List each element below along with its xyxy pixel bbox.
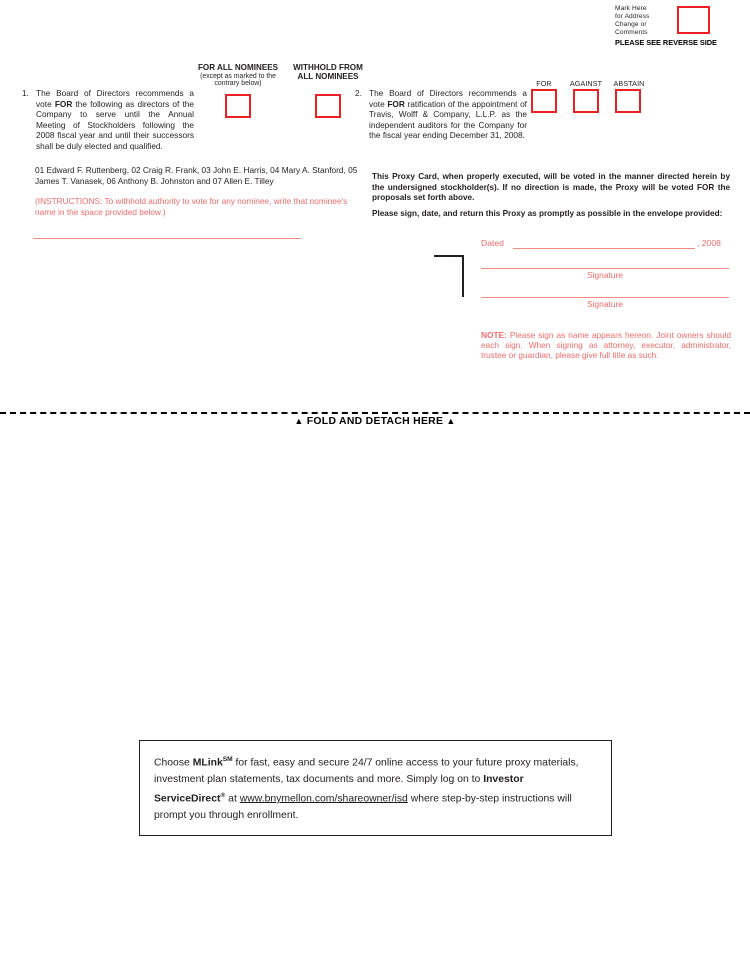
triangle-up-icon-left: ▲: [294, 416, 304, 426]
investor-servicedirect-sup: ®: [220, 791, 226, 799]
proposal-2: [355, 88, 527, 141]
column-header-withhold-from-all-nominees: WITHHOLD FROM ALL NOMINEES: [293, 63, 363, 81]
nominee-writein-line[interactable]: [33, 238, 301, 239]
mark-here-line-4: Comments: [615, 29, 648, 37]
mark-here-line-2: for Address: [615, 13, 650, 21]
proposal-1-withhold-all-nominees-checkbox[interactable]: [315, 94, 341, 118]
registration-corner-mark: [434, 255, 464, 297]
proposal-1: [22, 88, 194, 152]
dated-input-line[interactable]: [513, 248, 695, 249]
proposal-1-number: 1.: [22, 88, 29, 98]
proxy-execution-statement: This Proxy Card, when properly executed, will be voted in the manner directed herein by the undersigned stockholder(s). If no direction is made, the Proxy will be voted FOR the proposals set forth above.: [372, 172, 730, 203]
please-see-reverse-side-text: PLEASE SEE REVERSE SIDE: [615, 38, 717, 47]
mlink-segment-2: for fast, easy and secure 24/7 online access to your future proxy materials, investment plan statements, tax documents and more. Simply log on to: [154, 757, 579, 785]
shareowner-isd-url[interactable]: www.bnymellon.com/shareowner/isd: [239, 793, 408, 805]
proposal-1-text: The Board of Directors recommends a vote FOR the following as directors of the Company to serve until the Annual Meeting of Stockholders following the 2008 fiscal year and until their successors shall be duly elected and qualified.: [36, 88, 194, 151]
signature-group-2: [481, 297, 731, 310]
fold-and-detach-label: [0, 416, 750, 427]
nominee-list: 01 Edward F. Ruttenberg, 02 Craig R. Frank, 03 John E. Harris, 04 Mary A. Stanford, 05 James T. Vanasek, 06 Anthony B. Johnston and 07 Allen E. Tilley: [35, 165, 358, 186]
column-header-abstain: ABSTAIN: [613, 79, 645, 88]
mlink-segment-1: Choose: [154, 757, 193, 769]
signature-group-1: [481, 268, 731, 281]
column-header-against: AGAINST: [569, 79, 603, 88]
mlink-brand-sup: SM: [222, 756, 233, 763]
mark-here-address-change-block: [615, 5, 745, 51]
mark-here-line-1: Mark Here: [615, 5, 647, 12]
mlink-brand: MLink: [192, 757, 223, 769]
fold-and-detach-text: FOLD AND DETACH HERE: [306, 416, 444, 427]
investor-servicedirect-brand: Investor ServiceDirect: [154, 773, 524, 805]
dated-label: Dated: [481, 238, 504, 248]
column-header-for: FOR: [536, 79, 552, 88]
signature-block: [481, 238, 731, 310]
mark-here-address-change-checkbox[interactable]: [677, 6, 710, 34]
signature-label-2: Signature: [587, 299, 623, 309]
for-all-nominees-label: FOR ALL NOMINEES: [197, 63, 279, 72]
dated-year-suffix: , 2008: [697, 238, 721, 248]
proposal-2-for-checkbox[interactable]: [531, 89, 557, 113]
fold-dashed-line: [0, 412, 750, 414]
mlink-promo-text: [154, 752, 596, 824]
please-sign-statement: Please sign, date, and return this Proxy as promptly as possible in the envelope provided:: [372, 209, 723, 218]
mark-here-line-3: Change or: [615, 21, 647, 29]
signature-note-text: Please sign as name appears hereon. Joint owners should each sign. When signing as attorney, executor, administrator, trustee or guardian, please give full title as such.: [481, 330, 731, 361]
proposal-2-number: 2.: [355, 88, 362, 98]
proposal-2-abstain-checkbox[interactable]: [615, 89, 641, 113]
mlink-segment-3: at: [225, 793, 240, 805]
signature-note: [481, 330, 731, 361]
signature-note-lead: NOTE:: [481, 330, 507, 340]
column-header-for-all-nominees: [196, 64, 280, 88]
dated-row: [481, 238, 731, 252]
signature-label-1: Signature: [587, 270, 623, 280]
proposal-1-for-all-nominees-checkbox[interactable]: [225, 94, 251, 118]
withhold-instructions-note: (INSTRUCTIONS: To withhold authority to vote for any nominee, write that nominee's name in the space provided below.): [35, 196, 348, 217]
proposal-2-text: The Board of Directors recommends a vote FOR ratification of the appointment of Travis, Wolff & Company, L.L.P. as the independent auditors for the Company for the fiscal year ending December 31, 2008.: [369, 88, 527, 141]
mark-here-instruction-text: [615, 5, 649, 37]
triangle-up-icon-right: ▲: [446, 416, 456, 426]
for-all-nominees-sublabel: (except as marked to the contrary below): [200, 72, 276, 88]
mlink-promo-box: [139, 740, 612, 836]
mlink-segment-4: where step-by-step instructions will prompt you through enrollment.: [154, 793, 572, 821]
proposal-2-against-checkbox[interactable]: [573, 89, 599, 113]
